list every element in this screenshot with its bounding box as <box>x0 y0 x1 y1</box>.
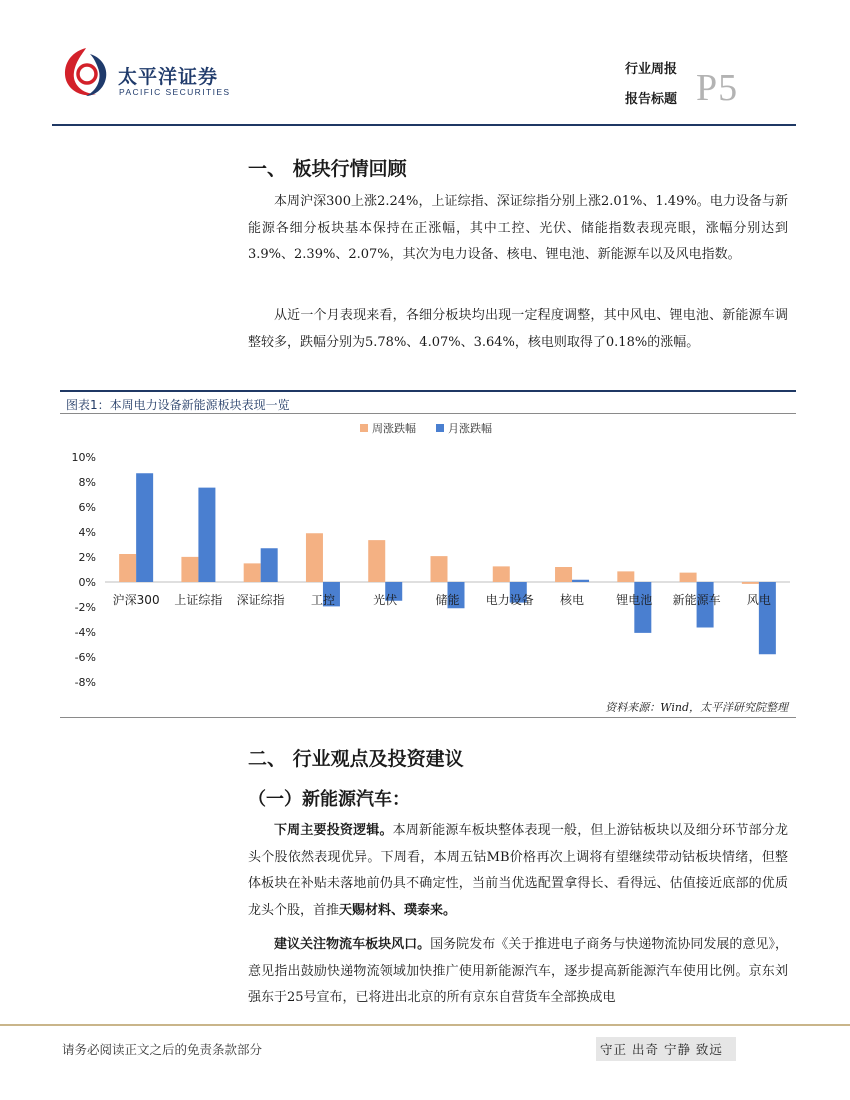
figure-caption: 图表1：本周电力设备新能源板块表现一览 <box>66 398 290 412</box>
report-title: 报告标题 <box>625 92 678 107</box>
investment-logic-text: 本周新能源车板块整体表现一般，但上游钴板块以及细分环节部分龙头个股依然表现优异。下周看，本周五钴MB价格再次上调将有望继续带动钴板块情绪，但整体板块在补贴未落地前仍具不确定性，当前当优选配置拿得长、看得远、估值接近底部的优质龙头个股，首推 <box>248 823 788 918</box>
report-category: 行业周报 <box>625 62 678 77</box>
y-tick-label: 8% <box>78 476 96 489</box>
bar-monthly <box>136 473 153 582</box>
sector-performance-chart <box>60 416 796 694</box>
investment-logic-paragraph <box>248 818 788 924</box>
logo-english-name: PACIFIC SECURITIES <box>119 87 231 97</box>
bar-weekly <box>555 567 572 582</box>
bar-monthly <box>198 488 215 582</box>
y-tick-label: 10% <box>71 451 96 464</box>
x-category-label: 风电 <box>746 593 771 607</box>
y-tick-label: -2% <box>74 601 96 614</box>
x-category-label: 新能源车 <box>672 593 721 607</box>
x-category-label: 深证综指 <box>236 593 285 607</box>
x-category-label: 工控 <box>310 593 335 607</box>
figure-source: 资料来源：Wind，太平洋研究院整理 <box>605 701 788 714</box>
x-category-label: 储能 <box>435 593 460 607</box>
y-tick-label: 4% <box>78 526 96 539</box>
y-tick-label: -8% <box>74 676 96 689</box>
footer-motto: 守正 出奇 宁静 致远 <box>596 1037 736 1061</box>
figure-bottom-rule <box>60 717 796 718</box>
x-category-label: 上证综指 <box>174 593 223 607</box>
figure-top-rule <box>60 390 796 392</box>
legend-swatch <box>436 424 444 432</box>
top-picks: 天赐材料、璞泰来。 <box>339 902 457 918</box>
y-tick-label: 0% <box>78 576 96 589</box>
bar-weekly <box>431 556 448 582</box>
x-category-label: 光伏 <box>373 593 398 607</box>
bar-weekly <box>680 573 697 582</box>
bar-weekly <box>119 554 136 582</box>
bar-weekly <box>742 582 759 584</box>
logistics-vehicle-text: 国务院发布《关于推进电子商务与快递物流协同发展的意见》，意见指出鼓励快递物流领域加快推广使用新能源汽车，逐步提高新能源汽车使用比例。京东刘强东于25号宣布，已将进出北京的所有京东自营货车全部换成电 <box>248 937 788 1005</box>
x-category-label: 电力设备 <box>485 593 534 607</box>
x-category-label: 锂电池 <box>616 593 653 607</box>
bar-weekly <box>306 533 323 582</box>
header-divider <box>52 124 796 126</box>
logistics-vehicle-paragraph <box>248 932 788 1012</box>
bar-monthly <box>634 582 651 633</box>
bar-weekly <box>617 571 634 582</box>
investment-logic-lead: 下周主要投资逻辑。 <box>274 823 393 838</box>
legend-swatch <box>360 424 368 432</box>
footer-divider <box>0 1024 850 1026</box>
legend-label: 周涨跌幅 <box>372 422 416 435</box>
market-review-paragraph-2: 从近一个月表现来看，各细分板块均出现一定程度调整，其中风电、锂电池、新能源车调整较多，跌幅分别为5.78%、4.07%、3.64%，核电则取得了0.18%的涨幅。 <box>248 308 788 350</box>
bar-monthly <box>572 580 589 582</box>
bar-weekly <box>493 566 510 582</box>
x-category-label: 核电 <box>560 593 585 607</box>
logo-chinese-name: 太平洋证券 <box>118 66 219 88</box>
bar-weekly <box>244 563 261 582</box>
pacific-securities-logo-icon <box>60 44 112 100</box>
page-number: P5 <box>696 67 739 109</box>
y-tick-label: 2% <box>78 551 96 564</box>
legend-label: 月涨跌幅 <box>448 422 492 435</box>
bar-weekly <box>368 540 385 582</box>
y-tick-label: -4% <box>74 626 96 639</box>
logistics-vehicle-lead: 建议关注物流车板块风口。 <box>274 937 431 952</box>
bar-weekly <box>181 557 198 582</box>
section-heading-market-review: 一、 板块行情回顾 <box>248 158 407 180</box>
footer-disclaimer: 请务必阅读正文之后的免责条款部分 <box>62 1042 263 1057</box>
figure-caption-rule <box>60 413 796 414</box>
x-category-label: 沪深300 <box>112 593 160 607</box>
y-tick-label: -6% <box>74 651 96 664</box>
market-review-paragraph-1: 本周沪深300上涨2.24%，上证综指、深证综指分别上涨2.01%、1.49%。电力设备与新能源各细分板块基本保持在正涨幅，其中工控、光伏、储能指数表现亮眼，涨幅分别达到3.9%、2.39%、2.07%，其次为电力设备、核电、锂电池、新能源车以及风电指数。 <box>248 194 788 262</box>
subsection-heading-nev: （一）新能源汽车： <box>248 789 410 810</box>
section-heading-industry-view: 二、 行业观点及投资建议 <box>248 748 464 770</box>
bar-monthly <box>261 548 278 582</box>
y-tick-label: 6% <box>78 501 96 514</box>
